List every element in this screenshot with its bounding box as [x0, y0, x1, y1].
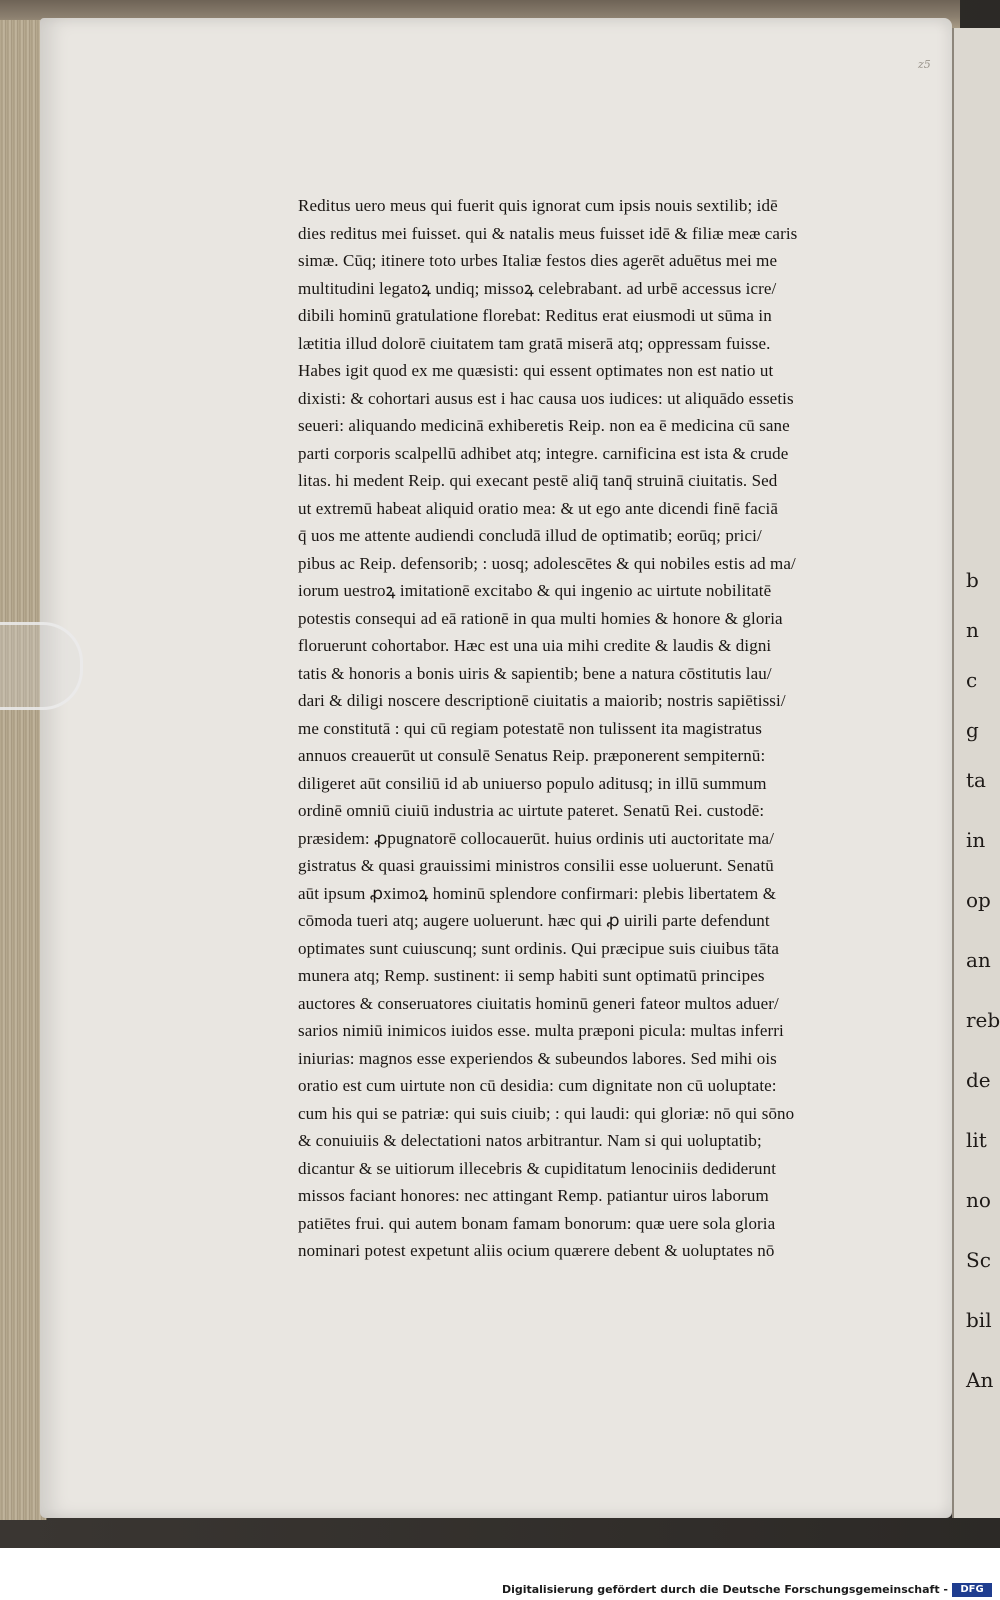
text-line: iorum uestroꝝ imitationē excitabo & qui ingenio ac uirtute nobilitatē [298, 581, 772, 600]
text-line: litas. hi medent Reip. qui execant pestē aliq̄ tanq̄ struinā ciuitatis. Sed [298, 471, 778, 490]
facing-text-fragment: de [966, 1068, 991, 1092]
text-line: dixisti: & cohortari ausus est i hac causa uos iudices: ut aliquādo essetis [298, 388, 794, 408]
facing-text-fragment: Sc [966, 1248, 991, 1272]
text-line: gistratus & quasi grauissimi ministros consilii esse uoluerunt. Senatū [298, 856, 774, 875]
text-line: dari & diligi noscere descriptionē ciuitatis a maiorib; nostris sapiētissi/ [298, 691, 786, 710]
text-line: ut extremū habeat aliquid oratio mea: & ut ego ante dicendi finē faciā [298, 498, 778, 518]
text-line: dibili hominū gratulatione florebat: Reditus erat eiusmodi ut sūma in [298, 306, 772, 325]
digitization-credit: Digitalisierung gefördert durch die Deutsche Forschungsgemeinschaft - [501, 1583, 948, 1596]
dfg-logo: DFG [952, 1583, 992, 1597]
facing-text-fragment: g [966, 718, 979, 742]
text-line: iniurias: magnos esse experiendos & subeundos labores. Sed mihi ois [298, 1048, 777, 1068]
facing-text-fragment: lit [966, 1128, 987, 1152]
facing-text-fragment: an [966, 948, 991, 972]
text-line: oratio est cum uirtute non cū desidia: cum dignitate non cū uoluptate: [298, 1076, 777, 1095]
text-line: aūt ipsum ꝓximoꝝ hominū splendore confirmari: plebis libertatem & [298, 883, 777, 903]
facing-text-fragment: c [966, 668, 978, 692]
text-line: q̄ uos me attente audiendi concludā illud de optimatib; eorūq; prici/ [298, 526, 762, 545]
text-line: auctores & conseruatores ciuitatis hominū generi fateor multos aduer/ [298, 993, 779, 1013]
facing-text-fragment: bil [966, 1308, 992, 1332]
facing-text-fragment: n [966, 618, 979, 642]
text-line: sarios nimiū inimicos iuidos esse. multa præponi picula: multas inferri [298, 1021, 784, 1040]
text-line: pibus ac Reip. defensorib; : uosq; adolescētes & qui nobiles estis ad ma/ [298, 553, 796, 573]
text-line: cōmoda tueri atq; augere uoluerunt. hæc qui ꝓ uirili parte defendunt [298, 911, 770, 930]
text-line: diligeret aūt consiliū id ab uniuerso populo aditusq; in illū summum [298, 773, 767, 793]
text-line: dicantur & se uitiorum illecebris & cupiditatum lenociniis dediderunt [298, 1158, 777, 1178]
text-line: me constitutā : qui cū regiam potestatē non tulissent ita magistratus [298, 718, 762, 738]
text-line: & conuiuiis & delectationi natos arbitrantur. Nam si qui uoluptatib; [298, 1131, 762, 1150]
text-line: tatis & honoris a bonis uiris & sapientib; bene a natura cōstitutis lau/ [298, 663, 772, 683]
facing-text-fragment: b [966, 568, 979, 592]
facing-text-fragment: reb [966, 1008, 1000, 1032]
footer-bar [0, 1548, 1000, 1600]
facing-text-fragment: no [966, 1188, 991, 1212]
text-line: optimates sunt cuiuscunq; sunt ordinis. Qui præcipue suis ciuibus tāta [298, 938, 780, 958]
page-clip [0, 622, 83, 710]
text-line: seueri: aliquando medicinā exhiberetis Reip. non ea ē medicina cū sane [298, 416, 790, 435]
facing-text-fragment: ta [966, 768, 986, 792]
text-line: lætitia illud dolorē ciuitatem tam gratā miserā atq; oppressam fuisse. [298, 333, 771, 353]
text-line: annuos creauerūt ut consulē Senatus Reip. præponerent sempiternū: [298, 746, 766, 765]
folio-mark: z5 [918, 58, 931, 71]
text-line: simæ. Cūq; itinere toto urbes Italiæ festos dies agerēt aduētus mei me [298, 251, 778, 270]
text-line: potestis consequi ad eā rationē in qua multi homies & honore & gloria [298, 608, 783, 628]
text-line: nominari potest expetunt aliis ocium quærere debent & uoluptates nō [298, 1241, 775, 1260]
body-text [298, 192, 910, 1265]
text-line: missos faciant honores: nec attingant Remp. patiantur uiros laborum [298, 1186, 769, 1205]
text-line: multitudini legatoꝝ undiq; missoꝝ celebrabant. ad urbē accessus icre/ [298, 278, 777, 298]
facing-text-fragment: op [966, 888, 991, 912]
text-line: præsidem: ꝓpugnatorē collocauerūt. huius ordinis uti auctoritate ma/ [298, 828, 775, 848]
facing-text-fragment: in [966, 828, 986, 852]
text-line: dies reditus mei fuisset. qui & natalis meus fuisset idē & filiæ meæ caris [298, 223, 798, 243]
text-line: floruerunt cohortabor. Hæc est una uia mihi credite & laudis & digni [298, 636, 772, 655]
facing-page-fragment [952, 28, 1000, 1518]
text-line: Reditus uero meus qui fuerit quis ignorat cum ipsis nouis sextilib; idē [298, 196, 778, 215]
text-line: ordinē omniū ciuiū industria ac uirtute pateret. Senatū Rei. custodē: [298, 801, 765, 820]
text-line: parti corporis scalpellū adhibet atq; integre. carnificina est ista & crude [298, 443, 789, 463]
text-line: munera atq; Remp. sustinent: ii semp habiti sunt optimatū principes [298, 966, 765, 985]
text-line: Habes igit quod ex me quæsisti: qui essent optimates non est natio ut [298, 361, 774, 380]
text-line: patiētes frui. qui autem bonam famam bonorum: quæ uere sola gloria [298, 1213, 776, 1233]
facing-text-fragment: An [966, 1368, 994, 1392]
text-line: cum his qui se patriæ: qui suis ciuib; : qui laudi: qui gloriæ: nō qui sōno [298, 1103, 795, 1123]
